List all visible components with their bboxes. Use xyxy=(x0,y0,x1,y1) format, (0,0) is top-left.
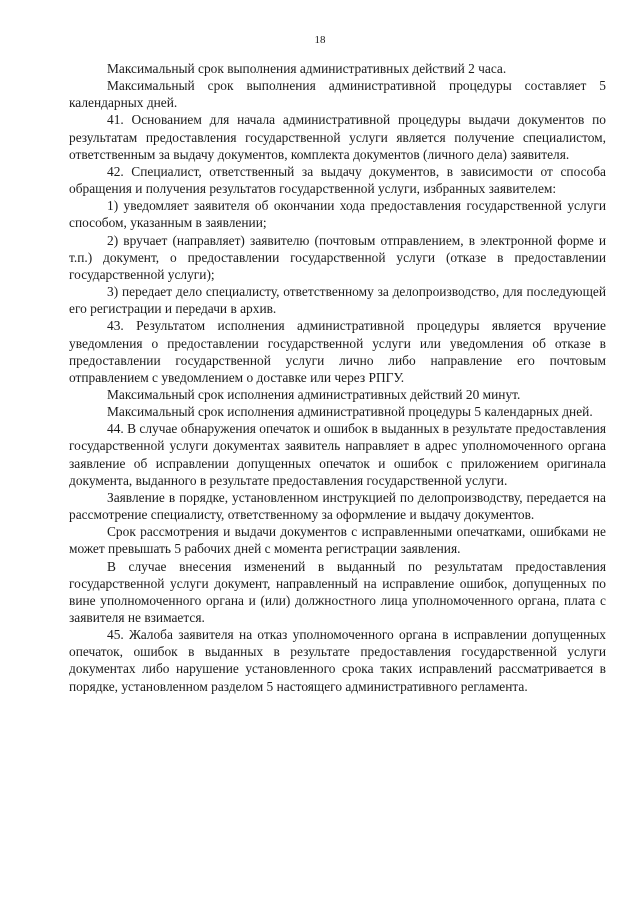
list-item-1: 1) уведомляет заявителя об окончании хода предоставления государственной услуги способом, указанным в заявлении; xyxy=(69,198,606,231)
paragraph-application-order: Заявление в порядке, установленном инструкцией по делопроизводству, передается на рассмотрение специалисту, ответственному за оформление и выдачу документов. xyxy=(69,489,606,523)
paragraph-41: 41. Основанием для начала административной процедуры выдачи документов по результатам предоставления государственной услуги является получение специалистом, ответственным за выдачу документов, комплекта документов (личного дела) заявителя. xyxy=(69,112,606,162)
list-item-2: 2) вручает (направляет) заявителю (почтовым отправлением, в электронной форме и т.п.) документ, о предоставлении государственной услуги (отказе в предоставлении государственной услуги); xyxy=(69,232,606,282)
paragraph-max-time-5-days: Максимальный срок исполнения административной процедуры 5 календарных дней. xyxy=(107,404,593,420)
list-item-3: 3) передает дело специалисту, ответственному за делопроизводство, для последующей его регистрации и передачи в архив. xyxy=(69,284,606,317)
paragraph-44: 44. В случае обнаружения опечаток и ошибок в выданных в результате предоставления государственной услуги документах заявитель направляет в адрес уполномоченного органа заявление об исправлении допущенных опечаток и ошибок с приложением оригинала документа, выданного в результате предоставления государственной услуги. xyxy=(69,421,606,488)
paragraph-45: 45. Жалоба заявителя на отказ уполномоченного органа в исправлении допущенных опечаток, ошибок в выданных в результате предоставления государственной услуги документах либо нарушение установленного срока таких исправлений рассматривается в порядке, установленном разделом 5 настоящего административного регламента. xyxy=(69,627,606,694)
paragraph-max-time-actions: Максимальный срок выполнения административных действий 2 часа. xyxy=(107,61,507,76)
paragraph-43: 43. Результатом исполнения административной процедуры является вручение уведомления о предоставлении государственной услуги или уведомления об отказе в предоставлении государственной услуги лично либо направление его почтовым отправлением с уведомлением о доставке или через РПГУ. xyxy=(69,318,606,385)
paragraph-42: 42. Специалист, ответственный за выдачу документов, в зависимости от способа обращения и получения результатов государственной услуги, избранных заявителем: xyxy=(69,163,606,197)
paragraph-review-period: Срок рассмотрения и выдачи документов с исправленными опечатками, ошибками не может превышать 5 рабочих дней с момента регистрации заявления. xyxy=(69,524,606,557)
paragraph-max-time-procedure: Максимальный срок выполнения административной процедуры составляет 5 календарных дней. xyxy=(69,78,606,111)
document-body xyxy=(69,60,606,695)
paragraph-max-time-20-min: Максимальный срок исполнения административных действий 20 минут. xyxy=(107,386,521,402)
page-number: 18 xyxy=(314,34,326,46)
paragraph-no-fee: В случае внесения изменений в выданный по результатам предоставления государственной услуги документ, направленный на исправление ошибок, допущенных по вине уполномоченного органа и (или) должностного лица уполномоченного органа, плата с заявителя не взимается. xyxy=(69,558,606,625)
